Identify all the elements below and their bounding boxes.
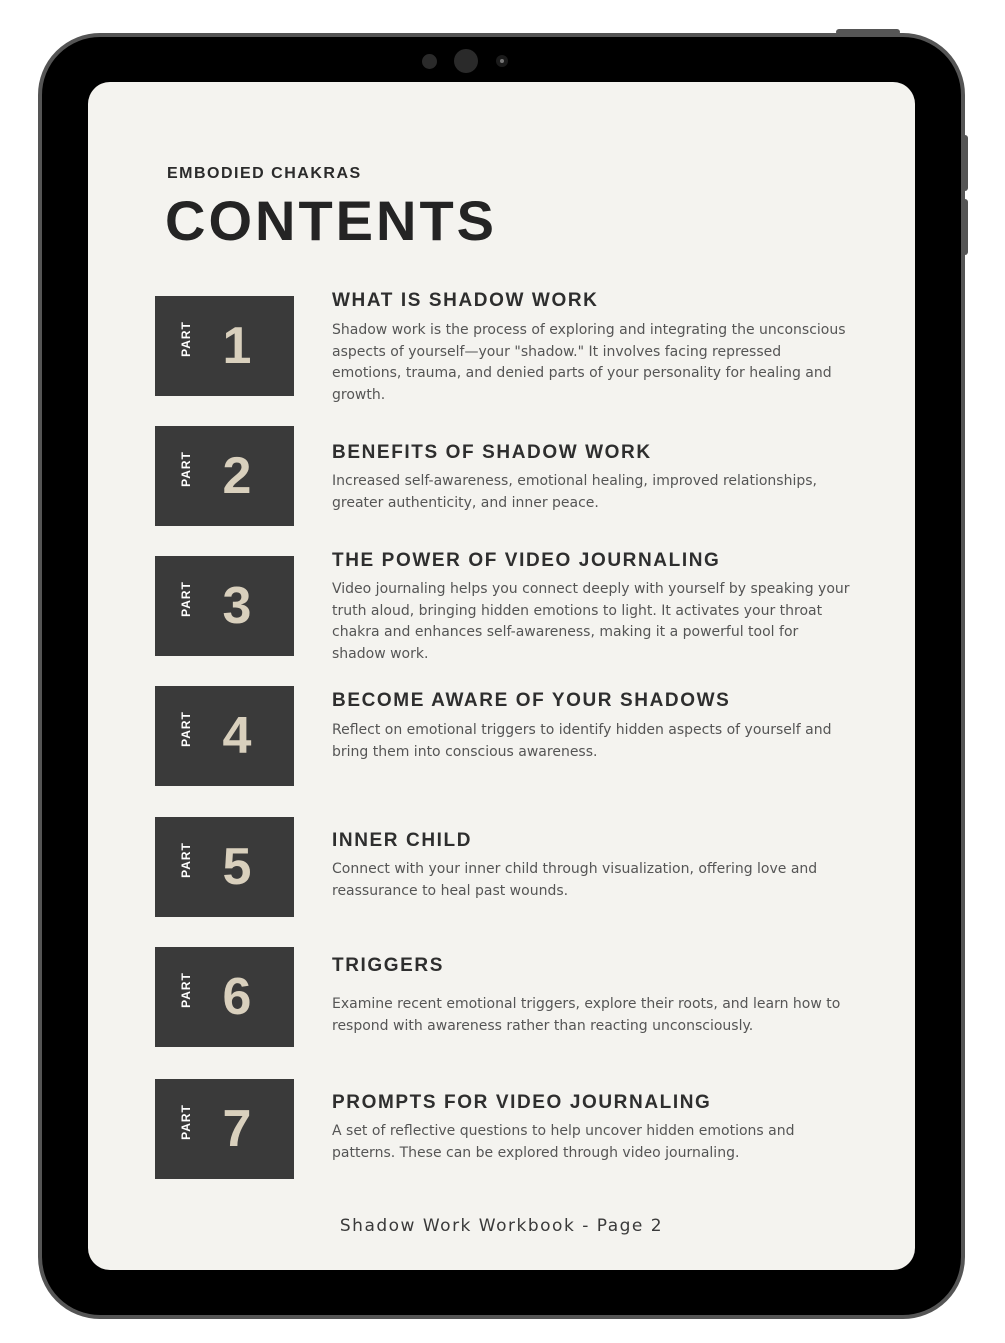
- entry-description: Shadow work is the process of exploring and integrating the unconscious aspects of yourself—your "shadow." It involves facing repressed emotions, trauma, and denied parts of your personality for healing and growth.: [332, 322, 846, 403]
- entry-title: PROMPTS FOR VIDEO JOURNALING: [332, 1092, 712, 1113]
- entry-title: TRIGGERS: [332, 955, 445, 976]
- part-number: 3: [222, 577, 252, 635]
- entry-description: A set of reflective questions to help uncover hidden emotions and patterns. These can be explored through video journaling.: [332, 1123, 795, 1161]
- part-badge: [155, 817, 294, 917]
- part-number: 6: [222, 968, 252, 1026]
- entry-title: BENEFITS OF SHADOW WORK: [332, 442, 652, 463]
- part-badge: [155, 1079, 294, 1179]
- entry-title: WHAT IS SHADOW WORK: [332, 290, 599, 311]
- part-number: 1: [222, 317, 252, 375]
- part-badge: [155, 296, 294, 396]
- part-badge: [155, 426, 294, 526]
- entry-description: Video journaling helps you connect deeply with yourself by speaking your truth aloud, bringing hidden emotions to light. It activates your throat chakra and enhances self-awareness, making it a powerful tool for shadow work.: [332, 581, 850, 662]
- document-page: [88, 82, 915, 1270]
- page-footer: Shadow Work Workbook - Page 2: [339, 1216, 664, 1236]
- page-title: CONTENTS: [165, 189, 497, 252]
- part-label: PART: [179, 842, 193, 878]
- part-label: PART: [179, 972, 193, 1008]
- part-number: 7: [222, 1100, 252, 1158]
- sensor-icon: [422, 54, 437, 69]
- part-label: PART: [179, 321, 193, 357]
- part-number: 2: [222, 447, 252, 505]
- part-label: PART: [179, 581, 193, 617]
- part-badge: [155, 686, 294, 786]
- page-subtitle: EMBODIED CHAKRAS: [167, 165, 362, 182]
- entry-description: Examine recent emotional triggers, explore their roots, and learn how to respond with awareness rather than reacting unconsciously.: [332, 996, 841, 1034]
- part-number: 4: [222, 707, 252, 765]
- entry-title: INNER CHILD: [332, 830, 473, 851]
- part-label: PART: [179, 1104, 193, 1140]
- part-label: PART: [179, 711, 193, 747]
- lens-icon: [496, 55, 508, 67]
- part-badge: [155, 556, 294, 656]
- part-label: PART: [179, 451, 193, 487]
- part-badge: [155, 947, 294, 1047]
- entry-description: Increased self-awareness, emotional healing, improved relationships, greater authenticity, and inner peace.: [332, 473, 817, 511]
- part-number: 5: [222, 838, 252, 896]
- entry-description: Connect with your inner child through visualization, offering love and reassurance to heal past wounds.: [332, 861, 818, 899]
- entry-title: THE POWER OF VIDEO JOURNALING: [332, 550, 721, 571]
- entry-title: BECOME AWARE OF YOUR SHADOWS: [332, 690, 731, 711]
- entry-description: Reflect on emotional triggers to identify hidden aspects of yourself and bring them into conscious awareness.: [332, 722, 832, 760]
- camera-icon: [454, 49, 478, 73]
